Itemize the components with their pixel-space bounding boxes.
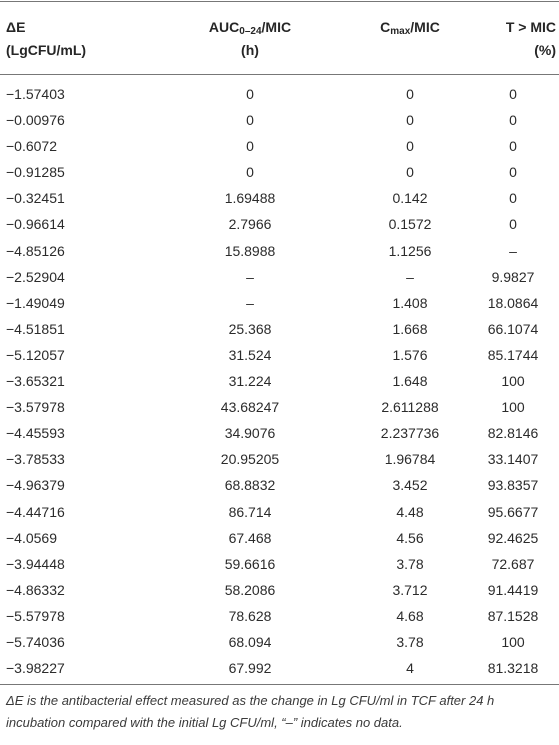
cell-cmax-mic: 1.96784 [384,451,436,468]
cell-cmax-mic: 3.712 [392,581,428,598]
cell-auc-mic: 31.224 [228,373,272,390]
cell-delta-e: −2.52904 [6,268,65,285]
cell-cmax-mic: 4.68 [396,607,424,624]
cell-t-mic: 0 [509,112,517,129]
cell-delta-e: −5.57978 [6,607,65,624]
cell-t-mic: 33.1407 [487,451,539,468]
cell-auc-mic: 0 [246,86,254,102]
table-row [0,473,559,499]
cell-cmax-mic: 1.668 [392,320,428,337]
cell-delta-e: −0.32451 [6,190,65,207]
table-row [0,630,559,656]
cell-delta-e: −4.51851 [6,320,65,337]
cell-delta-e: −3.98227 [6,660,65,677]
cell-t-mic: 100 [501,373,525,390]
cell-cmax-mic: 0 [406,112,414,129]
cell-auc-mic: – [246,294,254,311]
header-text: AUC [208,19,240,35]
header-text: /MIC [410,19,440,35]
cell-delta-e: −5.74036 [6,633,65,650]
cell-cmax-mic: 2.611288 [381,399,439,416]
table-footnote: ΔE is the antibacterial effect measured as the change in Lg CFU/ml in TCF after 24 h incubation compared with the initial Lg CFU/ml, “–” indicates no data. [6,693,495,730]
cell-cmax-mic: 3.452 [392,477,428,494]
cell-auc-mic: 0 [246,164,254,181]
cell-auc-mic: 34.9076 [224,425,276,442]
cell-auc-mic: 31.524 [228,346,272,363]
header-text: /MIC [261,19,292,35]
cell-delta-e: −0.00976 [6,112,65,129]
table-body [0,82,559,682]
cell-t-mic: 93.8357 [487,477,539,494]
cell-auc-mic: 67.468 [228,529,272,546]
table-row [0,578,559,604]
cell-t-mic: 82.8146 [487,425,539,442]
cell-auc-mic: 58.2086 [224,581,276,598]
table-row [0,656,559,682]
cell-auc-mic: 59.6616 [224,555,276,572]
cell-auc-mic: 25.368 [228,320,272,337]
table-row [0,500,559,526]
table-row [0,134,559,160]
cell-auc-mic: 1.69488 [224,190,276,207]
cell-delta-e: −4.86332 [6,581,65,598]
table-bottom-rule [0,684,559,685]
table-row [0,421,559,447]
table-row [0,265,559,291]
cell-delta-e: −3.94448 [6,555,65,572]
cell-cmax-mic: 0.142 [392,190,428,207]
header-subscript: max [390,26,411,37]
cell-auc-mic: 20.95205 [220,451,280,468]
column-header-delta-e [6,0,146,74]
cell-cmax-mic: 0 [406,138,414,155]
table-row [0,395,559,421]
cell-delta-e: −0.96614 [6,216,65,233]
cell-auc-mic: 78.628 [228,607,272,624]
table-row [0,239,559,265]
cell-auc-mic: 68.094 [228,633,272,650]
header-text: C [380,19,391,35]
cell-delta-e: −4.44716 [6,503,65,520]
cell-t-mic: 18.0864 [487,294,539,311]
cell-delta-e: −5.12057 [6,346,65,363]
cell-auc-mic: 68.8832 [224,477,276,494]
cell-cmax-mic: 2.237736 [380,425,440,442]
cell-auc-mic: 0 [246,138,254,155]
cell-delta-e: −1.49049 [6,294,65,311]
cell-cmax-mic: – [406,268,414,285]
cell-delta-e: −4.0569 [6,529,57,546]
cell-t-mic: 66.1074 [487,320,539,337]
cell-auc-mic: 67.992 [228,660,272,677]
header-rule [0,74,559,75]
cell-t-mic: 95.6677 [487,503,539,520]
cell-cmax-mic: 1.648 [392,373,428,390]
cell-cmax-mic: 4.56 [396,529,424,546]
cell-cmax-mic: 1.408 [392,294,428,311]
column-header-auc-mic [155,0,345,74]
header-label: ΔE [6,19,26,35]
cell-t-mic: 81.3218 [487,660,539,677]
column-header-t-mic [470,0,556,74]
cell-delta-e: −0.6072 [6,138,57,155]
cell-cmax-mic: 1.1256 [388,242,432,259]
cell-t-mic: 0 [509,86,517,102]
cell-cmax-mic: 4 [406,660,414,677]
cell-t-mic: 92.4625 [487,529,539,546]
cell-delta-e: −0.91285 [6,164,65,181]
cell-delta-e: −3.78533 [6,451,65,468]
table-row [0,108,559,134]
cell-auc-mic: 43.68247 [220,399,280,416]
table-row [0,160,559,186]
cell-auc-mic: 15.8988 [224,242,276,259]
cell-t-mic: 9.9827 [491,268,535,285]
cell-auc-mic: – [246,268,254,285]
cell-t-mic: 87.1528 [487,607,539,624]
cell-delta-e: −4.96379 [6,477,65,494]
cell-delta-e: −4.85126 [6,242,65,259]
cell-auc-mic: 86.714 [228,503,272,520]
header-subscript: 0–24 [239,26,262,37]
cell-t-mic: 0 [509,190,517,207]
table-row [0,604,559,630]
cell-delta-e: −1.57403 [6,86,65,102]
cell-t-mic: 100 [501,399,525,416]
cell-t-mic: 0 [509,164,517,181]
table-row [0,291,559,317]
cell-t-mic: 0 [509,138,517,155]
header-unit: (LgCFU/mL) [6,42,87,58]
header-label [155,19,345,35]
cell-delta-e: −3.65321 [6,373,65,390]
cell-cmax-mic: 1.576 [392,346,428,363]
table-row [0,343,559,369]
table-row [0,82,559,108]
table-row [0,212,559,238]
cell-auc-mic: 0 [246,112,254,129]
cell-cmax-mic: 0.1572 [388,216,432,233]
table-row [0,317,559,343]
cell-cmax-mic: 3.78 [396,633,424,650]
cell-cmax-mic: 0 [406,86,414,102]
table-row [0,447,559,473]
header-label [345,19,475,35]
cell-t-mic: – [509,242,517,259]
table-row [0,186,559,212]
header-unit: (h) [241,42,259,58]
header-unit: (%) [534,42,556,58]
cell-delta-e: −4.45593 [6,425,65,442]
cell-cmax-mic: 4.48 [396,503,424,520]
cell-cmax-mic: 3.78 [396,555,424,572]
cell-t-mic: 0 [509,216,517,233]
cell-cmax-mic: 0 [406,164,414,181]
column-header-cmax-mic [345,0,475,74]
cell-t-mic: 100 [501,633,525,650]
cell-t-mic: 85.1744 [487,346,539,363]
cell-delta-e: −3.57978 [6,399,65,416]
table-row [0,552,559,578]
table-row [0,369,559,395]
table-row [0,526,559,552]
cell-t-mic: 91.4419 [487,581,539,598]
cell-t-mic: 72.687 [491,555,535,572]
cell-auc-mic: 2.7966 [228,216,272,233]
header-label: T > MIC [505,19,556,35]
